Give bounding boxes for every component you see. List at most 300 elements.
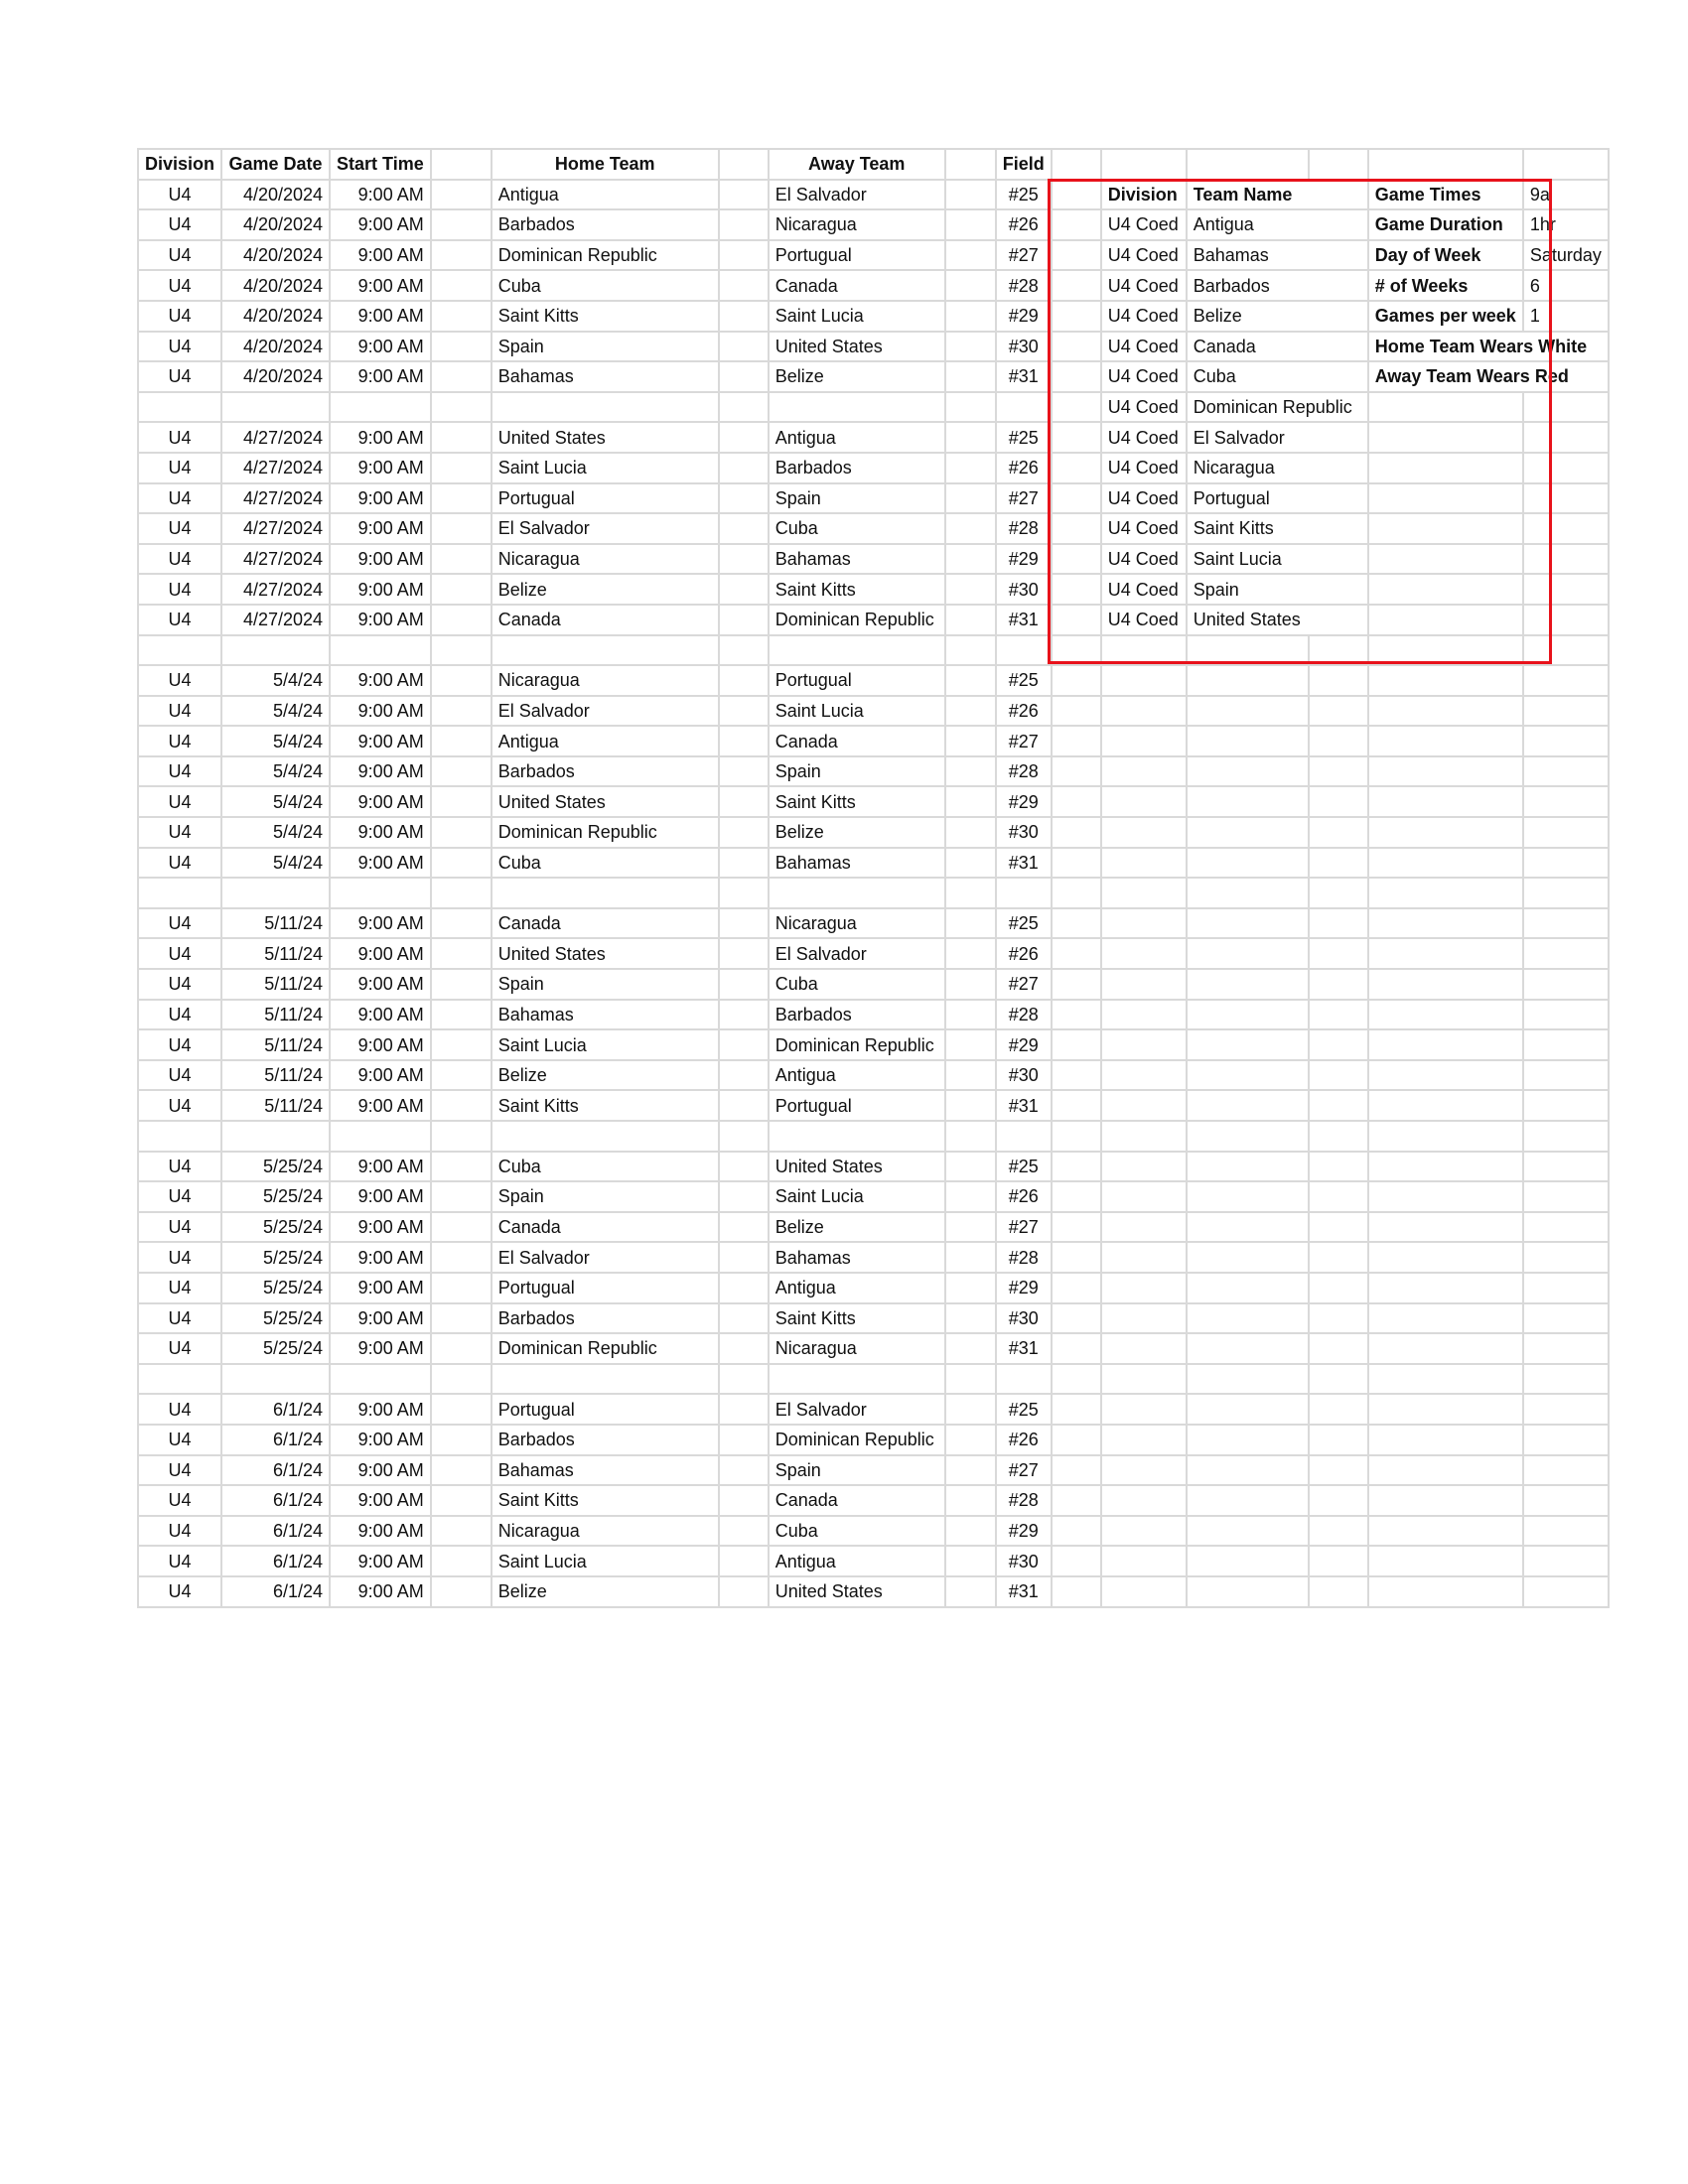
- empty-cell[interactable]: [431, 969, 492, 1000]
- empty-cell[interactable]: [1101, 1121, 1187, 1152]
- empty-cell[interactable]: [1368, 1000, 1523, 1030]
- start-time-cell[interactable]: [330, 1364, 431, 1395]
- division-cell[interactable]: U4: [138, 726, 221, 756]
- start-time-cell[interactable]: 9:00 AM: [330, 969, 431, 1000]
- division-cell[interactable]: U4: [138, 422, 221, 453]
- team-name-cell[interactable]: Canada: [1187, 332, 1368, 362]
- away-team-cell[interactable]: [769, 1364, 945, 1395]
- home-team-cell[interactable]: Belize: [492, 574, 719, 605]
- empty-cell[interactable]: [1523, 969, 1609, 1000]
- field-cell[interactable]: #30: [996, 1546, 1052, 1576]
- field-cell[interactable]: #29: [996, 1029, 1052, 1060]
- game-date-cell[interactable]: 6/1/24: [221, 1576, 330, 1607]
- empty-cell[interactable]: [1101, 1152, 1187, 1182]
- away-team-cell[interactable]: [769, 1121, 945, 1152]
- away-team-cell[interactable]: [769, 392, 945, 423]
- empty-cell[interactable]: [719, 1242, 769, 1273]
- empty-cell[interactable]: [1368, 1576, 1523, 1607]
- empty-cell[interactable]: [1309, 696, 1368, 727]
- away-team-cell[interactable]: [769, 878, 945, 908]
- empty-cell[interactable]: [1187, 1576, 1309, 1607]
- empty-cell[interactable]: [431, 1485, 492, 1516]
- division-cell[interactable]: U4: [138, 938, 221, 969]
- empty-cell[interactable]: [1052, 696, 1101, 727]
- home-team-cell[interactable]: Saint Kitts: [492, 301, 719, 332]
- empty-cell[interactable]: [945, 1394, 996, 1425]
- empty-cell[interactable]: [945, 1212, 996, 1243]
- start-time-cell[interactable]: 9:00 AM: [330, 1152, 431, 1182]
- field-cell[interactable]: #30: [996, 332, 1052, 362]
- empty-cell[interactable]: [945, 878, 996, 908]
- empty-cell[interactable]: [431, 1121, 492, 1152]
- empty-cell[interactable]: [1187, 1273, 1309, 1303]
- empty-cell[interactable]: [431, 483, 492, 514]
- empty-cell[interactable]: [1101, 938, 1187, 969]
- start-time-cell[interactable]: 9:00 AM: [330, 332, 431, 362]
- empty-cell[interactable]: [719, 969, 769, 1000]
- empty-cell[interactable]: [1368, 513, 1523, 544]
- empty-cell[interactable]: [1523, 605, 1609, 635]
- empty-cell[interactable]: [1052, 544, 1101, 575]
- field-cell[interactable]: #26: [996, 1425, 1052, 1455]
- division-cell[interactable]: U4: [138, 1516, 221, 1547]
- empty-cell[interactable]: [1523, 1576, 1609, 1607]
- away-team-cell[interactable]: Dominican Republic: [769, 1425, 945, 1455]
- away-team-cell[interactable]: Nicaragua: [769, 908, 945, 939]
- home-team-cell[interactable]: El Salvador: [492, 513, 719, 544]
- empty-cell[interactable]: [719, 544, 769, 575]
- start-time-cell[interactable]: 9:00 AM: [330, 1242, 431, 1273]
- division-cell[interactable]: U4: [138, 1090, 221, 1121]
- field-cell[interactable]: #30: [996, 1060, 1052, 1091]
- empty-cell[interactable]: [945, 908, 996, 939]
- away-team-cell[interactable]: United States: [769, 332, 945, 362]
- game-date-cell[interactable]: 4/27/2024: [221, 544, 330, 575]
- empty-cell[interactable]: [1052, 1333, 1101, 1364]
- empty-cell[interactable]: [945, 1090, 996, 1121]
- empty-cell[interactable]: [1052, 817, 1101, 848]
- empty-cell[interactable]: [719, 332, 769, 362]
- empty-cell[interactable]: [1523, 665, 1609, 696]
- away-team-cell[interactable]: Saint Kitts: [769, 574, 945, 605]
- empty-cell[interactable]: [1523, 1333, 1609, 1364]
- game-date-cell[interactable]: 5/4/24: [221, 696, 330, 727]
- field-cell[interactable]: #29: [996, 544, 1052, 575]
- team-name-cell[interactable]: Cuba: [1187, 361, 1368, 392]
- empty-cell[interactable]: [945, 1364, 996, 1395]
- empty-cell[interactable]: [1101, 1303, 1187, 1334]
- empty-cell[interactable]: [431, 1455, 492, 1486]
- game-date-cell[interactable]: 5/25/24: [221, 1273, 330, 1303]
- division-cell[interactable]: U4: [138, 1212, 221, 1243]
- division-cell[interactable]: U4: [138, 1242, 221, 1273]
- away-team-cell[interactable]: Nicaragua: [769, 1333, 945, 1364]
- start-time-cell[interactable]: 9:00 AM: [330, 361, 431, 392]
- column-header[interactable]: Field: [996, 149, 1052, 180]
- empty-cell[interactable]: [1368, 149, 1523, 180]
- empty-cell[interactable]: [1187, 1516, 1309, 1547]
- empty-cell[interactable]: [719, 605, 769, 635]
- start-time-cell[interactable]: [330, 635, 431, 666]
- empty-cell[interactable]: [431, 574, 492, 605]
- home-team-cell[interactable]: Saint Lucia: [492, 1546, 719, 1576]
- empty-cell[interactable]: [1368, 1516, 1523, 1547]
- setting-label[interactable]: Game Times: [1368, 180, 1523, 210]
- empty-cell[interactable]: [431, 726, 492, 756]
- start-time-cell[interactable]: 9:00 AM: [330, 605, 431, 635]
- empty-cell[interactable]: [1309, 1242, 1368, 1273]
- team-division-cell[interactable]: U4 Coed: [1101, 209, 1187, 240]
- empty-cell[interactable]: [1368, 1364, 1523, 1395]
- column-header[interactable]: [719, 149, 769, 180]
- start-time-cell[interactable]: 9:00 AM: [330, 270, 431, 301]
- empty-cell[interactable]: [1368, 1090, 1523, 1121]
- game-date-cell[interactable]: 4/27/2024: [221, 453, 330, 483]
- empty-cell[interactable]: [1523, 544, 1609, 575]
- empty-cell[interactable]: [1309, 1273, 1368, 1303]
- start-time-cell[interactable]: 9:00 AM: [330, 848, 431, 879]
- empty-cell[interactable]: [1187, 1242, 1309, 1273]
- field-cell[interactable]: #29: [996, 301, 1052, 332]
- start-time-cell[interactable]: 9:00 AM: [330, 1394, 431, 1425]
- empty-cell[interactable]: [945, 453, 996, 483]
- empty-cell[interactable]: [1368, 574, 1523, 605]
- home-team-cell[interactable]: Portugual: [492, 483, 719, 514]
- empty-cell[interactable]: [945, 1303, 996, 1334]
- empty-cell[interactable]: [431, 786, 492, 817]
- empty-cell[interactable]: [719, 180, 769, 210]
- start-time-cell[interactable]: 9:00 AM: [330, 513, 431, 544]
- empty-cell[interactable]: [719, 574, 769, 605]
- empty-cell[interactable]: [719, 817, 769, 848]
- away-team-cell[interactable]: Portugual: [769, 240, 945, 271]
- empty-cell[interactable]: [719, 696, 769, 727]
- division-cell[interactable]: U4: [138, 453, 221, 483]
- empty-cell[interactable]: [1101, 786, 1187, 817]
- division-cell[interactable]: [138, 1364, 221, 1395]
- empty-cell[interactable]: [1523, 908, 1609, 939]
- empty-cell[interactable]: [1187, 1060, 1309, 1091]
- home-team-cell[interactable]: Spain: [492, 1181, 719, 1212]
- division-cell[interactable]: U4: [138, 240, 221, 271]
- empty-cell[interactable]: [1309, 1364, 1368, 1395]
- empty-cell[interactable]: [719, 878, 769, 908]
- division-cell[interactable]: U4: [138, 301, 221, 332]
- home-team-cell[interactable]: Dominican Republic: [492, 817, 719, 848]
- empty-cell[interactable]: [945, 1425, 996, 1455]
- away-team-cell[interactable]: Dominican Republic: [769, 605, 945, 635]
- division-cell[interactable]: U4: [138, 1273, 221, 1303]
- field-cell[interactable]: #28: [996, 1000, 1052, 1030]
- empty-cell[interactable]: [1523, 1516, 1609, 1547]
- empty-cell[interactable]: [945, 1060, 996, 1091]
- empty-cell[interactable]: [431, 1425, 492, 1455]
- empty-cell[interactable]: [1309, 756, 1368, 787]
- empty-cell[interactable]: [431, 1060, 492, 1091]
- empty-cell[interactable]: [1368, 1333, 1523, 1364]
- empty-cell[interactable]: [1523, 756, 1609, 787]
- empty-cell[interactable]: [1309, 726, 1368, 756]
- empty-cell[interactable]: [1368, 392, 1523, 423]
- empty-cell[interactable]: [1368, 786, 1523, 817]
- empty-cell[interactable]: [431, 180, 492, 210]
- field-cell[interactable]: #31: [996, 848, 1052, 879]
- empty-cell[interactable]: [1187, 1000, 1309, 1030]
- empty-cell[interactable]: [431, 1181, 492, 1212]
- away-team-cell[interactable]: Canada: [769, 726, 945, 756]
- empty-cell[interactable]: [1052, 635, 1101, 666]
- empty-cell[interactable]: [1052, 1212, 1101, 1243]
- game-date-cell[interactable]: 5/11/24: [221, 1060, 330, 1091]
- home-team-cell[interactable]: Spain: [492, 332, 719, 362]
- empty-cell[interactable]: [1523, 938, 1609, 969]
- start-time-cell[interactable]: 9:00 AM: [330, 422, 431, 453]
- game-date-cell[interactable]: 6/1/24: [221, 1425, 330, 1455]
- home-team-cell[interactable]: Nicaragua: [492, 1516, 719, 1547]
- away-team-cell[interactable]: Portugual: [769, 1090, 945, 1121]
- empty-cell[interactable]: [1052, 726, 1101, 756]
- empty-cell[interactable]: [719, 209, 769, 240]
- empty-cell[interactable]: [1052, 240, 1101, 271]
- field-cell[interactable]: [996, 1121, 1052, 1152]
- start-time-cell[interactable]: [330, 878, 431, 908]
- game-date-cell[interactable]: 4/20/2024: [221, 332, 330, 362]
- home-team-cell[interactable]: [492, 1121, 719, 1152]
- away-team-cell[interactable]: Spain: [769, 756, 945, 787]
- empty-cell[interactable]: [1052, 392, 1101, 423]
- empty-cell[interactable]: [1309, 1485, 1368, 1516]
- empty-cell[interactable]: [1052, 1303, 1101, 1334]
- empty-cell[interactable]: [1052, 1576, 1101, 1607]
- team-division-header[interactable]: Division: [1101, 180, 1187, 210]
- empty-cell[interactable]: [1368, 756, 1523, 787]
- away-team-cell[interactable]: Barbados: [769, 453, 945, 483]
- empty-cell[interactable]: [431, 878, 492, 908]
- empty-cell[interactable]: [1523, 848, 1609, 879]
- team-name-cell[interactable]: Belize: [1187, 301, 1368, 332]
- empty-cell[interactable]: [1052, 180, 1101, 210]
- game-date-cell[interactable]: 5/4/24: [221, 726, 330, 756]
- team-division-cell[interactable]: U4 Coed: [1101, 392, 1187, 423]
- empty-cell[interactable]: [1309, 1000, 1368, 1030]
- empty-cell[interactable]: [945, 1029, 996, 1060]
- empty-cell[interactable]: [1101, 1364, 1187, 1395]
- empty-cell[interactable]: [1368, 1273, 1523, 1303]
- home-team-cell[interactable]: United States: [492, 786, 719, 817]
- empty-cell[interactable]: [431, 453, 492, 483]
- away-team-cell[interactable]: Dominican Republic: [769, 1029, 945, 1060]
- away-team-cell[interactable]: Bahamas: [769, 544, 945, 575]
- empty-cell[interactable]: [431, 1029, 492, 1060]
- division-cell[interactable]: U4: [138, 1152, 221, 1182]
- empty-cell[interactable]: [719, 848, 769, 879]
- game-date-cell[interactable]: [221, 635, 330, 666]
- home-team-cell[interactable]: United States: [492, 938, 719, 969]
- field-cell[interactable]: #29: [996, 1273, 1052, 1303]
- start-time-cell[interactable]: 9:00 AM: [330, 1029, 431, 1060]
- empty-cell[interactable]: [1187, 1029, 1309, 1060]
- division-cell[interactable]: U4: [138, 1425, 221, 1455]
- empty-cell[interactable]: [719, 301, 769, 332]
- empty-cell[interactable]: [719, 665, 769, 696]
- home-team-cell[interactable]: Nicaragua: [492, 544, 719, 575]
- empty-cell[interactable]: [719, 453, 769, 483]
- empty-cell[interactable]: [1309, 1576, 1368, 1607]
- empty-cell[interactable]: [431, 908, 492, 939]
- division-cell[interactable]: U4: [138, 908, 221, 939]
- empty-cell[interactable]: [1052, 938, 1101, 969]
- team-division-cell[interactable]: U4 Coed: [1101, 422, 1187, 453]
- empty-cell[interactable]: [945, 1516, 996, 1547]
- empty-cell[interactable]: [1187, 635, 1309, 666]
- start-time-cell[interactable]: 9:00 AM: [330, 908, 431, 939]
- away-team-cell[interactable]: Saint Kitts: [769, 786, 945, 817]
- away-team-cell[interactable]: Spain: [769, 1455, 945, 1486]
- empty-cell[interactable]: [1187, 1394, 1309, 1425]
- home-team-cell[interactable]: United States: [492, 422, 719, 453]
- home-team-cell[interactable]: Saint Lucia: [492, 453, 719, 483]
- team-name-cell[interactable]: Antigua: [1187, 209, 1368, 240]
- game-date-cell[interactable]: 5/11/24: [221, 1000, 330, 1030]
- field-cell[interactable]: #30: [996, 817, 1052, 848]
- division-cell[interactable]: U4: [138, 756, 221, 787]
- division-cell[interactable]: U4: [138, 180, 221, 210]
- empty-cell[interactable]: [1368, 544, 1523, 575]
- empty-cell[interactable]: [1523, 149, 1609, 180]
- empty-cell[interactable]: [1052, 1394, 1101, 1425]
- game-date-cell[interactable]: 4/27/2024: [221, 574, 330, 605]
- home-team-cell[interactable]: [492, 878, 719, 908]
- empty-cell[interactable]: [945, 635, 996, 666]
- empty-cell[interactable]: [1052, 786, 1101, 817]
- field-cell[interactable]: #26: [996, 1181, 1052, 1212]
- empty-cell[interactable]: [1101, 1060, 1187, 1091]
- team-division-cell[interactable]: U4 Coed: [1101, 605, 1187, 635]
- field-cell[interactable]: #27: [996, 483, 1052, 514]
- home-team-cell[interactable]: Cuba: [492, 1152, 719, 1182]
- empty-cell[interactable]: [1052, 209, 1101, 240]
- start-time-cell[interactable]: 9:00 AM: [330, 1455, 431, 1486]
- empty-cell[interactable]: [431, 696, 492, 727]
- home-team-cell[interactable]: Cuba: [492, 270, 719, 301]
- game-date-cell[interactable]: 5/4/24: [221, 665, 330, 696]
- empty-cell[interactable]: [1309, 817, 1368, 848]
- setting-value[interactable]: Saturday: [1523, 240, 1609, 271]
- empty-cell[interactable]: [945, 1455, 996, 1486]
- empty-cell[interactable]: [1523, 1060, 1609, 1091]
- field-cell[interactable]: #25: [996, 908, 1052, 939]
- empty-cell[interactable]: [1368, 726, 1523, 756]
- empty-cell[interactable]: [1309, 1121, 1368, 1152]
- empty-cell[interactable]: [945, 665, 996, 696]
- division-cell[interactable]: U4: [138, 1303, 221, 1334]
- division-cell[interactable]: U4: [138, 786, 221, 817]
- empty-cell[interactable]: [431, 848, 492, 879]
- empty-cell[interactable]: [1052, 1181, 1101, 1212]
- game-date-cell[interactable]: 6/1/24: [221, 1516, 330, 1547]
- home-team-cell[interactable]: Barbados: [492, 756, 719, 787]
- empty-cell[interactable]: [945, 817, 996, 848]
- field-cell[interactable]: [996, 392, 1052, 423]
- start-time-cell[interactable]: 9:00 AM: [330, 544, 431, 575]
- empty-cell[interactable]: [1309, 1181, 1368, 1212]
- away-team-cell[interactable]: Bahamas: [769, 1242, 945, 1273]
- empty-cell[interactable]: [1052, 361, 1101, 392]
- empty-cell[interactable]: [431, 938, 492, 969]
- home-team-cell[interactable]: Nicaragua: [492, 665, 719, 696]
- empty-cell[interactable]: [1523, 1242, 1609, 1273]
- empty-cell[interactable]: [1052, 1273, 1101, 1303]
- home-team-cell[interactable]: Barbados: [492, 1425, 719, 1455]
- game-date-cell[interactable]: 4/27/2024: [221, 513, 330, 544]
- empty-cell[interactable]: [431, 209, 492, 240]
- empty-cell[interactable]: [431, 1303, 492, 1334]
- empty-cell[interactable]: [945, 938, 996, 969]
- empty-cell[interactable]: [719, 1303, 769, 1334]
- empty-cell[interactable]: [945, 209, 996, 240]
- game-date-cell[interactable]: 4/20/2024: [221, 209, 330, 240]
- column-header[interactable]: Start Time: [330, 149, 431, 180]
- field-cell[interactable]: #27: [996, 726, 1052, 756]
- empty-cell[interactable]: [719, 1273, 769, 1303]
- empty-cell[interactable]: [1187, 938, 1309, 969]
- empty-cell[interactable]: [1101, 149, 1187, 180]
- setting-value[interactable]: 1hr: [1523, 209, 1609, 240]
- away-team-cell[interactable]: Belize: [769, 1212, 945, 1243]
- team-name-cell[interactable]: Dominican Republic: [1187, 392, 1368, 423]
- empty-cell[interactable]: [1052, 1516, 1101, 1547]
- home-team-cell[interactable]: El Salvador: [492, 1242, 719, 1273]
- division-cell[interactable]: U4: [138, 1000, 221, 1030]
- away-team-cell[interactable]: Antigua: [769, 1273, 945, 1303]
- empty-cell[interactable]: [1101, 1516, 1187, 1547]
- empty-cell[interactable]: [431, 1212, 492, 1243]
- empty-cell[interactable]: [719, 908, 769, 939]
- start-time-cell[interactable]: 9:00 AM: [330, 665, 431, 696]
- empty-cell[interactable]: [1309, 969, 1368, 1000]
- home-team-cell[interactable]: Canada: [492, 1212, 719, 1243]
- team-name-cell[interactable]: Saint Kitts: [1187, 513, 1368, 544]
- empty-cell[interactable]: [431, 332, 492, 362]
- start-time-cell[interactable]: 9:00 AM: [330, 1060, 431, 1091]
- empty-cell[interactable]: [1052, 1060, 1101, 1091]
- division-cell[interactable]: U4: [138, 361, 221, 392]
- empty-cell[interactable]: [1052, 605, 1101, 635]
- empty-cell[interactable]: [1052, 301, 1101, 332]
- game-date-cell[interactable]: 5/25/24: [221, 1212, 330, 1243]
- empty-cell[interactable]: [1309, 1546, 1368, 1576]
- away-team-cell[interactable]: Belize: [769, 361, 945, 392]
- start-time-cell[interactable]: 9:00 AM: [330, 1090, 431, 1121]
- home-team-cell[interactable]: Canada: [492, 605, 719, 635]
- empty-cell[interactable]: [719, 1060, 769, 1091]
- empty-cell[interactable]: [1368, 1029, 1523, 1060]
- empty-cell[interactable]: [1101, 1394, 1187, 1425]
- setting-label[interactable]: Day of Week: [1368, 240, 1523, 271]
- empty-cell[interactable]: [1368, 1242, 1523, 1273]
- empty-cell[interactable]: [1052, 1029, 1101, 1060]
- empty-cell[interactable]: [1523, 878, 1609, 908]
- away-team-cell[interactable]: United States: [769, 1576, 945, 1607]
- home-team-cell[interactable]: Bahamas: [492, 1455, 719, 1486]
- empty-cell[interactable]: [1309, 635, 1368, 666]
- empty-cell[interactable]: [1101, 1273, 1187, 1303]
- home-team-cell[interactable]: Saint Kitts: [492, 1090, 719, 1121]
- empty-cell[interactable]: [719, 422, 769, 453]
- away-team-cell[interactable]: Cuba: [769, 1516, 945, 1547]
- empty-cell[interactable]: [719, 513, 769, 544]
- start-time-cell[interactable]: 9:00 AM: [330, 483, 431, 514]
